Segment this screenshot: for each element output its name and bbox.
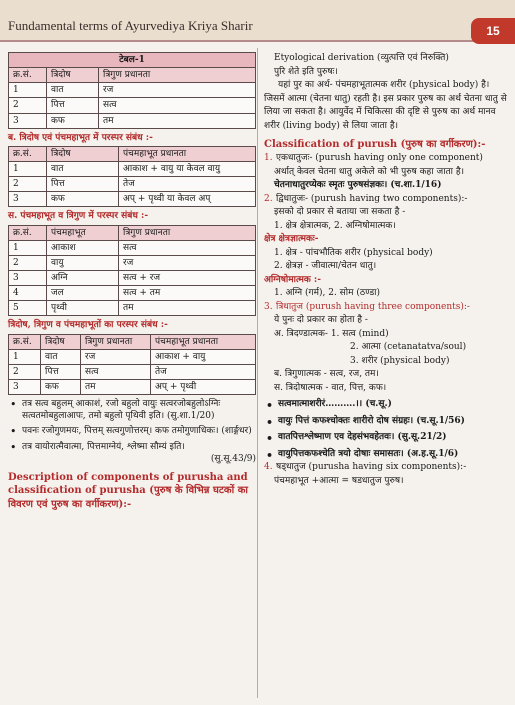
subsection-heading: अग्निषोमात्मक :- [264,274,321,285]
table-cell: सत्व + रज [119,270,256,285]
table-panchamahabhuta-triguna [8,225,256,317]
list-item: 1. एकधातुजः- (purush having only one component) [264,153,483,163]
list-detail: 1. क्षेत्र क्षेत्रात्मक, 2. अग्निषोमात्मक। [274,220,396,231]
table-cell: 2 [9,177,47,192]
classification-heading: Classification of purush (पुरुष का वर्गीकरण):- [264,139,486,150]
table-row [9,364,256,379]
table-cell: 1 [9,83,47,98]
table-row [9,83,256,98]
table-row [9,301,256,316]
table-cell: 5 [9,301,47,316]
table-cell: पित्त [47,177,119,192]
list-detail: 2. आत्मा (cetanatatva/soul) [350,342,467,352]
list-detail: पंचमहाभूत +आत्मा = षडधातुज पुरुष। [274,475,404,486]
shloka-bullet: • वायुपित्तकफश्चेति त्रयो दोषाः समासतः। (अ.ह.सू.1/6) [264,448,508,462]
table-cell: आकाश [47,240,119,255]
table-row [9,113,256,128]
list-detail: 3. शरीर (physical body) [350,355,450,366]
table-tridosha-triguna-panchamahabhuta [8,334,256,396]
list-detail: इसको दो प्रकार से बताया जा सकता है - [274,207,406,217]
table-cell: आकाश + वायु या केवल वायु [119,161,256,176]
table-cell: कफ [47,192,119,207]
list-detail: अ. त्रिदण्डात्मक- 1. सत्व (mind) [274,328,389,339]
table-header-cell: त्रिगुण प्रधानता [81,334,151,349]
table-cell: कफ [41,379,81,394]
table-cell: रज [119,255,256,270]
table-header-cell: त्रिदोष [41,334,81,349]
table-cell: 4 [9,286,47,301]
purusha-description-heading: Description of components of purusha and classification of purusha (पुरुष के विभिन्न घटकों का विवरण एवं पुरुष का वर्गीकरण):- [8,471,248,510]
page-header [0,0,515,42]
table-cell: तम [119,301,256,316]
purusha-paragraph: यहां पुर का अर्थ- पंचमहाभूतात्मक शरीर (physical body) है। जिसमें आत्मा (चेतना धातु) रहती है। इस प्रकार पुरुष का अर्थ चेतना धातु से लिया जा सकता है। आयुर्वेद में चिकित्सा की दृष्टि से पुरुष का अर्थ मानव शरीर (living body) से लिया जाता है। [264,80,507,131]
list-item: 4. षड्धातुज (purusha having six components):- [264,462,467,472]
table-cell: 1 [9,240,47,255]
table-cell: रज [99,83,256,98]
table-cell: अप् + पृथ्वी [151,379,256,394]
table-header-cell: पंचमहाभूत प्रधानता [119,146,256,161]
table-cell: रज [81,349,151,364]
table-header-cell: क्र.सं. [9,225,47,240]
section-heading: ब. त्रिदोष एवं पंचमहाभूत में परस्पर संबंध :- [8,132,153,143]
table-cell: तम [99,113,256,128]
table-cell: पित्त [47,98,99,113]
table-header-cell: पंचमहाभूत [47,225,119,240]
table-tridosha-triguna [8,52,256,129]
table-row [9,270,256,285]
table-header-cell: त्रिगुण प्रधानता [119,225,256,240]
list-detail: 1. अग्नि (गर्म), 2. सोम (ठण्डा) [274,288,381,298]
table-row [9,98,256,113]
table-cell: 2 [9,364,41,379]
left-column [8,52,256,511]
table-cell: तेज [119,177,256,192]
table-row [9,192,256,207]
table-header-cell: त्रिगुण प्रधानता [99,68,256,83]
shloka-bullet: • वातपित्तश्लेष्माण एव देहसंभवहेतवः। (सु.सू.21/2) [264,431,508,445]
table-cell: 3 [9,270,47,285]
table-row [9,379,256,394]
table-header-cell: त्रिदोष [47,146,119,161]
table-cell: सत्व [81,364,151,379]
table-cell: आकाश + वायु [151,349,256,364]
list-item: 3. त्रिधातुज (purush having three components):- [264,301,470,312]
table-cell: 3 [9,192,47,207]
table-row [9,286,256,301]
table-cell: पित्त [41,364,81,379]
chapter-title: Fundamental terms of Ayurvediya Kriya Sharir [8,18,253,33]
table-header-cell: त्रिदोष [47,68,99,83]
table-cell: वात [41,349,81,364]
table-header-cell: पंचमहाभूत प्रधानता [151,334,256,349]
shloka-bullet: • पवनः रजोगुणमयः, पित्तम् सत्वगुणोत्तरम्। कफ तमोगुणाधिकः। (शार्ङ्गधर) [8,425,256,437]
table-cell: 2 [9,98,47,113]
etymology-line: पुरि शेते इति पुरुषः। [274,66,338,77]
table-row [9,177,256,192]
table-cell: 2 [9,255,47,270]
table-cell: 3 [9,379,41,394]
table-cell: वात [47,83,99,98]
table-cell: पृथ्वी [47,301,119,316]
table-cell: कफ [47,113,99,128]
table-header-cell: क्र.सं. [9,146,47,161]
list-item: 2. द्विधातुजः- (purush having two components):- [264,193,468,204]
right-column [264,52,508,488]
list-detail: ये पुनः दो प्रकार का होता है - [274,315,368,325]
table-cell: तम [81,379,151,394]
etymology-title: Etyological derivation (व्युत्पत्ति एवं निरुक्ति) [274,53,449,63]
table-cell: जल [47,286,119,301]
table-cell: 3 [9,113,47,128]
table-cell: वायु [47,255,119,270]
list-detail: स. त्रिदोषात्मक - वात, पित्त, कफ। [274,382,387,393]
table-row [9,255,256,270]
table-tridosha-panchamahabhuta [8,146,256,208]
table-cell: अग्नि [47,270,119,285]
shloka-bullet: • वायुः पित्तं कफश्चोक्तः शारीरो दोष संग्रहः। (च.सू.1/56) [264,415,508,429]
shloka-reference: (सु.सू.43/9) [210,453,256,464]
table-cell: 1 [9,161,47,176]
shloka-bullet: • तत्र वायोरात्मैवात्मा, पित्तमाग्नेयं, श्लेष्मा सौम्यं इति। [8,441,256,453]
column-divider [257,48,258,698]
table-cell: वात [47,161,119,176]
shloka-bullet: • सत्वमात्माशरीरं……….।। (च.सू.) [264,398,508,412]
table-header-cell: क्र.सं. [9,334,41,349]
list-detail: अर्थात् केवल चेतना धातु अकेले को भी पुरुष कहा जाता है। [274,166,465,177]
table-cell: सत्व + तम [119,286,256,301]
shloka-bullet: • तत्र सत्व बहुलम् आकाशं, रजो बहुलो वायुः सत्वरजोबहुलोऽग्निः सत्वतमोबहुलाआपः, तमो बहुलो पृथिवी इति। (सु.शा.1/20) [8,398,256,422]
table-row [9,161,256,176]
table-cell: तेज [151,364,256,379]
table-cell: सत्व [119,240,256,255]
table-cell: अप् + पृथ्वी या केवल अप् [119,192,256,207]
list-detail: चेतनाधातुरप्येकः स्मृतः पुरुषसंज्ञकः। (च.शा.1/16) [274,180,442,190]
list-detail: 2. क्षेत्रज्ञ - जीवात्मा/चेतन धातु। [274,261,377,271]
section-heading: त्रिदोष, त्रिगुण व पंचमहाभूतों का परस्पर संबंध :- [8,320,168,331]
list-detail: ब. त्रिगुणात्मक - सत्व, रज, तम। [274,369,379,379]
table-title: टेबल-1 [9,53,256,68]
table-header-cell: क्र.सं. [9,68,47,83]
section-heading: स. पंचमहाभूत व त्रिगुण में परस्पर संबंध :- [8,211,149,222]
table-row [9,240,256,255]
table-row [9,349,256,364]
list-detail: 1. क्षेत्र - पांचभौतिक शरीर (physical body) [274,247,433,258]
table-cell: सत्व [99,98,256,113]
page-number: 15 [471,18,515,44]
table-cell: 1 [9,349,41,364]
subsection-heading: क्षेत्र क्षेत्रज्ञात्मकः- [264,234,319,244]
